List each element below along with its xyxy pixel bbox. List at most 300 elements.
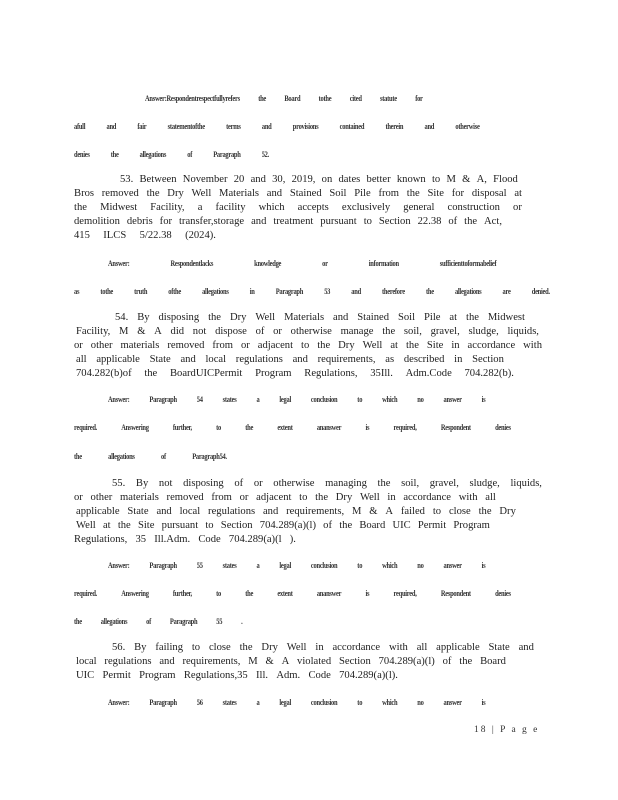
- word: Well: [76, 520, 96, 531]
- word: gravel,: [430, 326, 460, 337]
- word: is: [481, 698, 486, 707]
- word: at: [449, 312, 458, 323]
- word: removed: [167, 340, 205, 351]
- word: materials: [120, 340, 160, 351]
- word: states: [222, 561, 237, 570]
- word: statementofthe: [167, 122, 205, 131]
- word: Ill.: [255, 670, 269, 681]
- word: answer: [443, 395, 462, 404]
- word: provisions: [292, 122, 319, 131]
- word: to: [357, 561, 363, 570]
- word: &: [369, 506, 378, 517]
- page-footer: 18 | P a g e: [474, 725, 540, 735]
- word: pursuant: [320, 216, 357, 227]
- word: Board: [359, 520, 386, 531]
- word: Well: [286, 642, 307, 653]
- word: legal: [279, 561, 291, 570]
- word: the: [339, 520, 353, 531]
- paragraph-line: [74, 216, 502, 228]
- word: required,: [393, 423, 417, 432]
- word: construction: [447, 202, 500, 213]
- word: 704.282(b)of: [76, 368, 132, 379]
- word: the: [459, 656, 473, 667]
- word: at: [514, 188, 522, 199]
- word: Answer:: [108, 698, 130, 707]
- word: the: [466, 312, 479, 323]
- word: in: [451, 340, 460, 351]
- word: or: [240, 340, 250, 351]
- word: M: [248, 656, 258, 667]
- word: accepts: [297, 202, 329, 213]
- word: Answer:: [108, 395, 130, 404]
- word: and: [251, 216, 267, 227]
- word: sufficienttoformabelief: [439, 259, 497, 268]
- word: Paragraph54.: [192, 452, 227, 461]
- word: to: [205, 520, 214, 531]
- word: denies: [495, 423, 511, 432]
- word: otherwise: [273, 478, 315, 489]
- word: 56: [196, 698, 203, 707]
- word: Dry: [338, 340, 355, 351]
- word: Paragraph: [149, 395, 177, 404]
- word: allegations: [100, 617, 128, 626]
- word: conclusion: [310, 698, 338, 707]
- word: to: [363, 216, 372, 227]
- word: a: [256, 395, 260, 404]
- word: treatment: [273, 216, 314, 227]
- word: information: [368, 259, 399, 268]
- word: materials: [120, 492, 159, 503]
- word: UIC: [392, 520, 411, 531]
- word: to: [431, 174, 441, 185]
- word: Paragraph: [149, 561, 177, 570]
- word: Section: [339, 656, 371, 667]
- paragraph-line: [74, 492, 496, 504]
- word: no: [417, 561, 424, 570]
- word: gravel,: [429, 478, 459, 489]
- word: the: [406, 188, 420, 199]
- word: Well: [359, 492, 380, 503]
- word: otherwise: [455, 122, 480, 131]
- word: tothe: [318, 94, 332, 103]
- word: Well: [362, 340, 383, 351]
- word: Answering: [121, 589, 149, 598]
- paragraph-line: [112, 642, 534, 654]
- word: of: [160, 452, 166, 461]
- word: all: [485, 492, 496, 503]
- word: fair: [137, 122, 147, 131]
- word: 704.289(a)(l).: [339, 670, 398, 681]
- word: Soil: [397, 312, 416, 323]
- word: ofthe: [168, 287, 181, 296]
- word: and: [106, 122, 117, 131]
- word: required,: [393, 589, 417, 598]
- word: the: [146, 188, 160, 199]
- word: the: [245, 589, 254, 598]
- word: in: [315, 642, 324, 653]
- word: Permit: [102, 670, 131, 681]
- word: tothe: [100, 287, 114, 296]
- word: from: [211, 492, 232, 503]
- answer-line: [74, 286, 550, 298]
- word: states: [222, 698, 237, 707]
- word: of: [442, 656, 452, 667]
- word: Answer:: [108, 259, 130, 268]
- word: dispose: [215, 326, 247, 337]
- word: which: [382, 698, 398, 707]
- word: knowledge: [254, 259, 282, 268]
- word: as: [385, 354, 395, 365]
- word: is: [481, 395, 486, 404]
- word: disposal: [471, 188, 507, 199]
- word: Regulations,35: [183, 670, 248, 681]
- word: liquids,: [510, 478, 542, 489]
- word: and: [518, 642, 534, 653]
- word: with: [458, 492, 478, 503]
- word: of: [146, 617, 152, 626]
- word: A: [154, 326, 162, 337]
- word: to: [301, 340, 310, 351]
- word: extent: [277, 423, 293, 432]
- word: exclusively: [341, 202, 391, 213]
- word: Section: [472, 354, 504, 365]
- word: to: [216, 589, 222, 598]
- word: .: [241, 617, 243, 626]
- word: Respondent: [440, 589, 471, 598]
- word: and: [266, 188, 283, 199]
- word: and: [156, 506, 172, 517]
- word: allegations: [202, 287, 229, 296]
- word: local: [76, 656, 97, 667]
- word: to: [299, 492, 308, 503]
- word: Site: [426, 340, 444, 351]
- word: the: [425, 287, 434, 296]
- word: allegations: [139, 150, 167, 159]
- word: to: [216, 423, 222, 432]
- word: of: [187, 150, 193, 159]
- word: or: [74, 492, 83, 503]
- word: soil,: [403, 326, 422, 337]
- word: disposing: [183, 478, 224, 489]
- word: facility: [215, 202, 246, 213]
- word: State: [149, 354, 171, 365]
- word: extent: [277, 589, 293, 598]
- word: &: [265, 656, 274, 667]
- word: at: [102, 520, 111, 531]
- word: Between: [139, 174, 177, 185]
- word: the: [405, 340, 419, 351]
- word: statute: [380, 94, 397, 103]
- word: State: [488, 642, 510, 653]
- word: all: [76, 354, 87, 365]
- word: the: [377, 478, 391, 489]
- word: the: [317, 340, 331, 351]
- answer-line: [74, 451, 227, 463]
- word: in: [249, 287, 255, 296]
- word: afull: [74, 122, 86, 131]
- word: Answer:Respondentrespectfullyrefers: [145, 94, 240, 103]
- word: is: [365, 589, 370, 598]
- word: otherwise: [290, 326, 332, 337]
- word: Paragraph: [275, 287, 304, 296]
- word: described: [403, 354, 445, 365]
- answer-line: [145, 93, 423, 105]
- paragraph-line: [74, 534, 296, 546]
- word: at: [390, 340, 398, 351]
- word: with: [523, 340, 542, 351]
- word: known: [396, 174, 426, 185]
- word: 54.: [115, 312, 129, 323]
- word: required.: [74, 589, 98, 598]
- word: 20: [233, 174, 245, 185]
- word: soil,: [401, 478, 420, 489]
- answer-line: [108, 697, 486, 709]
- word: 55.: [112, 478, 126, 489]
- word: from: [378, 188, 400, 199]
- paragraph-line: [76, 670, 398, 682]
- word: failed: [400, 506, 425, 517]
- word: for: [451, 188, 465, 199]
- word: Midwest: [100, 202, 138, 213]
- word: truth: [134, 287, 148, 296]
- word: November: [182, 174, 228, 185]
- word: legal: [279, 698, 291, 707]
- word: further,: [172, 423, 192, 432]
- word: 30,: [272, 174, 286, 185]
- answer-line: [108, 258, 496, 270]
- word: A,: [476, 174, 487, 185]
- paragraph-line: [76, 368, 514, 380]
- word: or: [239, 492, 249, 503]
- word: ).: [289, 534, 296, 545]
- word: Dry: [261, 642, 278, 653]
- word: allegations: [108, 452, 135, 461]
- word: dates: [338, 174, 361, 185]
- word: Adm.: [276, 670, 301, 681]
- word: local: [205, 354, 227, 365]
- word: disposing: [158, 312, 200, 323]
- word: Regulations,: [304, 368, 358, 379]
- word: Stained: [289, 188, 322, 199]
- word: Dry: [499, 506, 516, 517]
- word: Paragraph: [213, 150, 241, 159]
- word: 35: [135, 534, 147, 545]
- word: 53.: [120, 174, 134, 185]
- word: for: [415, 94, 423, 103]
- word: of: [255, 326, 265, 337]
- word: close: [208, 642, 231, 653]
- word: applicable: [436, 642, 480, 653]
- word: which: [382, 395, 398, 404]
- word: or: [273, 326, 282, 337]
- word: Board: [284, 94, 301, 103]
- word: further,: [172, 589, 192, 598]
- word: Facility,: [150, 202, 185, 213]
- word: accordance: [467, 340, 516, 351]
- paragraph-line: [115, 312, 525, 324]
- word: the: [258, 94, 267, 103]
- word: debris: [126, 216, 153, 227]
- word: conclusion: [310, 561, 338, 570]
- word: legal: [279, 395, 291, 404]
- word: M: [119, 326, 129, 337]
- word: of: [234, 478, 244, 489]
- word: Code: [198, 534, 221, 545]
- word: &: [137, 326, 146, 337]
- word: Dry: [229, 312, 247, 323]
- word: Answer:: [108, 561, 130, 570]
- word: in: [387, 492, 396, 503]
- word: 52.: [261, 150, 269, 159]
- answer-line: [74, 588, 511, 600]
- word: Section: [378, 216, 411, 227]
- word: to: [357, 395, 363, 404]
- word: regulations: [208, 506, 256, 517]
- word: all: [416, 642, 428, 653]
- word: and: [333, 312, 349, 323]
- word: ananswer: [316, 423, 342, 432]
- word: denies: [74, 150, 90, 159]
- word: requirements,: [182, 656, 241, 667]
- word: Bros: [74, 188, 95, 199]
- word: removed: [101, 188, 139, 199]
- word: Dry: [335, 492, 353, 503]
- word: demolition: [74, 216, 120, 227]
- word: and: [292, 354, 308, 365]
- word: terms: [226, 122, 241, 131]
- word: is: [365, 423, 370, 432]
- word: a: [256, 698, 260, 707]
- answer-line: [108, 560, 486, 572]
- word: Well: [255, 312, 276, 323]
- word: answer: [443, 561, 462, 570]
- word: requirements,: [286, 506, 345, 517]
- word: Pile: [354, 188, 371, 199]
- word: sludge,: [469, 478, 500, 489]
- paragraph-line: [74, 202, 522, 214]
- word: and: [261, 122, 272, 131]
- word: the: [315, 492, 329, 503]
- paragraph-line: [74, 230, 216, 242]
- word: 53: [324, 287, 331, 296]
- word: Program: [453, 520, 490, 531]
- word: Permit: [417, 520, 447, 531]
- word: Site: [427, 188, 444, 199]
- word: Respondentlacks: [170, 259, 214, 268]
- word: Ill.Adm.: [154, 534, 191, 545]
- word: and: [262, 506, 279, 517]
- paragraph-line: [74, 340, 542, 352]
- word: conclusion: [310, 395, 338, 404]
- word: 35Ill.: [370, 368, 393, 379]
- paragraph-line: [76, 656, 506, 668]
- word: therefore: [382, 287, 405, 296]
- word: and: [424, 122, 435, 131]
- word: with: [388, 642, 408, 653]
- word: Program: [139, 670, 176, 681]
- word: or: [322, 259, 328, 268]
- paragraph-line: [76, 326, 539, 338]
- word: which: [258, 202, 285, 213]
- word: State: [127, 506, 149, 517]
- word: &: [462, 174, 471, 185]
- word: the: [239, 642, 253, 653]
- word: transfer,storage: [178, 216, 245, 227]
- word: the: [144, 368, 158, 379]
- word: allegations: [454, 287, 482, 296]
- word: accordance: [332, 642, 381, 653]
- word: Program: [255, 368, 292, 379]
- word: By: [135, 478, 149, 489]
- word: a: [197, 202, 203, 213]
- word: Materials: [219, 188, 260, 199]
- answer-line: [74, 149, 269, 161]
- word: adjacent: [256, 492, 292, 503]
- word: 55: [196, 561, 203, 570]
- word: failing: [155, 642, 183, 653]
- word: contained: [339, 122, 365, 131]
- word: M: [351, 506, 362, 517]
- answer-line: [74, 616, 242, 628]
- word: therein: [385, 122, 404, 131]
- word: other: [90, 492, 113, 503]
- word: in: [454, 354, 463, 365]
- paragraph-line: [112, 478, 542, 490]
- word: which: [382, 561, 398, 570]
- word: Act,: [484, 216, 502, 227]
- word: Stained: [357, 312, 390, 323]
- word: answer: [443, 698, 462, 707]
- word: required.: [74, 423, 98, 432]
- word: A: [281, 656, 290, 667]
- paragraph-line: [76, 354, 504, 366]
- word: from: [212, 340, 233, 351]
- word: for: [159, 216, 173, 227]
- word: states: [222, 395, 237, 404]
- word: the: [74, 617, 82, 626]
- word: are: [502, 287, 511, 296]
- word: managing: [325, 478, 367, 489]
- word: ananswer: [316, 589, 342, 598]
- word: removed: [166, 492, 204, 503]
- word: 704.289(a)(l): [259, 520, 316, 531]
- word: 2019,: [291, 174, 316, 185]
- word: Pile: [423, 312, 441, 323]
- paragraph-line: [76, 520, 490, 532]
- word: M: [446, 174, 456, 185]
- word: requirements,: [317, 354, 376, 365]
- word: a: [256, 561, 260, 570]
- word: to: [432, 506, 442, 517]
- word: Answering: [121, 423, 149, 432]
- word: BoardUICPermit: [169, 368, 243, 379]
- word: Adm.Code: [405, 368, 452, 379]
- word: denied.: [531, 287, 550, 296]
- word: Soil: [329, 188, 347, 199]
- word: no: [417, 698, 424, 707]
- word: the: [208, 312, 222, 323]
- word: accordance: [403, 492, 451, 503]
- word: no: [417, 395, 424, 404]
- word: ILCS: [103, 230, 127, 241]
- word: not: [158, 478, 173, 489]
- word: Midwest: [487, 312, 525, 323]
- word: and: [351, 287, 361, 296]
- word: regulations: [235, 354, 283, 365]
- paragraph-line: [120, 174, 518, 186]
- word: or: [253, 478, 263, 489]
- word: 704.289(a)(l: [228, 534, 282, 545]
